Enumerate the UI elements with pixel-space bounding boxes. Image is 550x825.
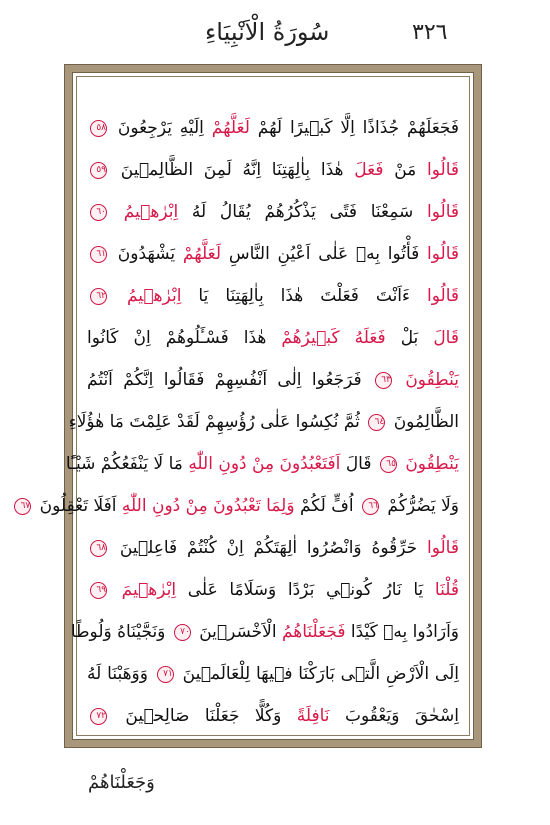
verse-line: [87, 233, 459, 275]
verse-text: يَشْهَدُونَ: [117, 244, 176, 264]
verse-number-marker: ٥٩: [90, 162, 107, 179]
highlighted-word: فَجَعَلْنَاهُمُ: [281, 622, 346, 642]
verse-line: [87, 191, 459, 233]
verse-text: وَلَا يَضُرُّكُمْ: [387, 496, 459, 516]
verse-text: وَكُلًّا جَعَلْنَا صَالِحٖينَ: [125, 706, 282, 726]
verse-text: اُفٍّ لَكُمْ: [299, 496, 354, 516]
verse-text: اِلَيْهِ يَرْجِعُونَ: [117, 118, 204, 138]
verse-text: اَفَلَا تَعْقِلُونَ: [39, 496, 117, 516]
verse-text: اِسْحٰقَ وَيَعْقُوبَ: [344, 706, 459, 726]
surah-title: سُورَةُ الْاَنْبِيَاءِ: [205, 18, 330, 46]
highlighted-word: قَالُوا: [427, 286, 460, 306]
verse-text: مَا لَا يَنْفَعُكُمْ شَيْـًٔا: [65, 454, 183, 474]
verse-number-marker: ٦٣: [375, 372, 392, 389]
verse-number-marker: ٦٢: [90, 288, 107, 305]
highlighted-word: اِبْرٰهٖيمُ: [123, 202, 179, 222]
highlighted-word: يَنْطِقُونَ: [405, 454, 459, 474]
highlighted-word: قَالُوا: [427, 244, 460, 264]
verse-number-marker: ٧١: [157, 666, 174, 683]
verse-number-marker: ٦٦: [362, 498, 379, 515]
verse-line: [87, 569, 459, 611]
verse-number-marker: ٦٩: [90, 582, 107, 599]
verse-line: [70, 611, 459, 653]
verse-text: قَالَ: [345, 454, 372, 474]
highlighted-word: اَفَتَعْبُدُونَ مِنْ دُونِ اللّٰهِ: [188, 454, 341, 474]
verse-line: [65, 443, 459, 485]
highlighted-word: اِبْرٰهٖيمُ: [126, 286, 182, 306]
verse-number-marker: ٦١: [90, 246, 107, 263]
highlighted-word: نَافِلَةً: [296, 706, 330, 726]
verse-line: [87, 653, 459, 695]
verse-number-marker: ٦٥: [380, 456, 397, 473]
verse-text: هٰذَا فَسْـَٔلُوهُمْ اِنْ كَانُوا: [87, 328, 267, 348]
highlighted-word: قُلْنَا: [434, 580, 459, 600]
verse-number-marker: ٦٤: [368, 414, 385, 431]
page-header: [0, 14, 550, 54]
verse-line: [87, 149, 459, 191]
verse-lines: [20, 107, 460, 737]
highlighted-word: فَعَلَهُ: [354, 328, 386, 348]
highlighted-word: قَالُوا: [427, 202, 460, 222]
highlighted-word: فَعَلَ: [354, 160, 384, 180]
verse-text: ثُمَّ نُكِسُوا عَلٰى رُؤُسِهِمْ لَقَدْ عَلِمْتَ مَا هٰؤُلَاءِ: [68, 412, 360, 432]
verse-line: [87, 107, 459, 149]
verse-line: [87, 275, 459, 317]
highlighted-word: لَعَلَّهُمْ: [211, 118, 250, 138]
verse-text: الظَّالِمُونَ: [393, 412, 459, 432]
verse-text: مَنْ: [394, 160, 417, 180]
verse-text: اِلَى الْاَرْضِ الَّتٖى بَارَكْنَا فٖيهَا لِلْعَالَمٖينَ: [182, 664, 459, 684]
verse-text: سَمِعْنَا فَتًى يَذْكُرُهُمْ يُقَالُ لَهُ: [191, 202, 414, 222]
highlighted-word: قَالُوا: [427, 160, 460, 180]
verse-text: يَا نَارُ كُونٖي بَرْدًا وَسَلَامًا عَلٰى: [187, 580, 424, 600]
verse-number-marker: ٥٨: [90, 120, 107, 137]
text-area: [20, 72, 474, 740]
verse-text: حَرِّقُوهُ وَانْصُرُوا اٰلِهَتَكُمْ اِنْ كُنْتُمْ فَاعِلٖينَ: [119, 538, 418, 558]
verse-text: وَوَهَبْنَا لَهُ: [87, 664, 148, 684]
verse-number-marker: ٦٠: [90, 204, 107, 221]
highlighted-word: يَنْطِقُونَ: [405, 370, 459, 390]
verse-line: [87, 527, 459, 569]
verse-line: [87, 359, 459, 401]
verse-text: فَرَجَعُوا اِلٰى اَنْفُسِهِمْ فَقَالُوا اِنَّكُمْ اَنْتُمُ: [87, 370, 362, 390]
highlighted-word: اِبْرٰهٖيمَ: [121, 580, 177, 600]
highlighted-word: كَبٖيرُهُمْ: [281, 328, 340, 348]
page-frame: [20, 64, 482, 748]
highlighted-word: قَالَ: [433, 328, 459, 348]
verse-number-marker: ٦٨: [90, 540, 107, 557]
verse-text: فَجَعَلَهُمْ جُذَاذًا اِلَّا كَبٖيرًا لَهُمْ: [257, 118, 460, 138]
verse-text: وَاَرَادُوا بِهٖ كَيْدًا: [350, 622, 459, 642]
verse-number-marker: ٦٧: [14, 498, 31, 515]
highlighted-word: لَعَلَّهُمْ: [182, 244, 222, 264]
verse-line: [87, 317, 459, 359]
verse-number-marker: ٧٠: [174, 624, 191, 641]
highlighted-word: وَلِمَا تَعْبُدُونَ مِنْ دُونِ اللّٰهِ: [121, 496, 295, 516]
verse-text: بَلْ: [400, 328, 419, 348]
verse-text: وَنَجَّيْنَاهُ وَلُوطًا: [70, 622, 166, 642]
verse-text: فَأْتُوا بِهٖ عَلٰى اَعْيُنِ النَّاسِ: [228, 244, 420, 264]
verse-line: [87, 695, 459, 737]
verse-text: الْاَخْسَرٖينَ: [199, 622, 277, 642]
page-number: ٣٢٦: [412, 20, 448, 45]
catchword: وَجَعَلْنَاهُمْ: [88, 772, 155, 793]
verse-text: هٰذَا بِاٰلِهَتِنَا اِنَّهُ لَمِنَ الظَّالِمٖينَ: [120, 160, 344, 180]
highlighted-word: قَالُوا: [427, 538, 459, 558]
verse-text: ءَاَنْتَ فَعَلْتَ هٰذَا بِاٰلِهَتِنَا يَا: [198, 286, 411, 306]
verse-number-marker: ٧٢: [90, 708, 107, 725]
verse-line: [68, 401, 459, 443]
verse-line: [20, 485, 459, 527]
